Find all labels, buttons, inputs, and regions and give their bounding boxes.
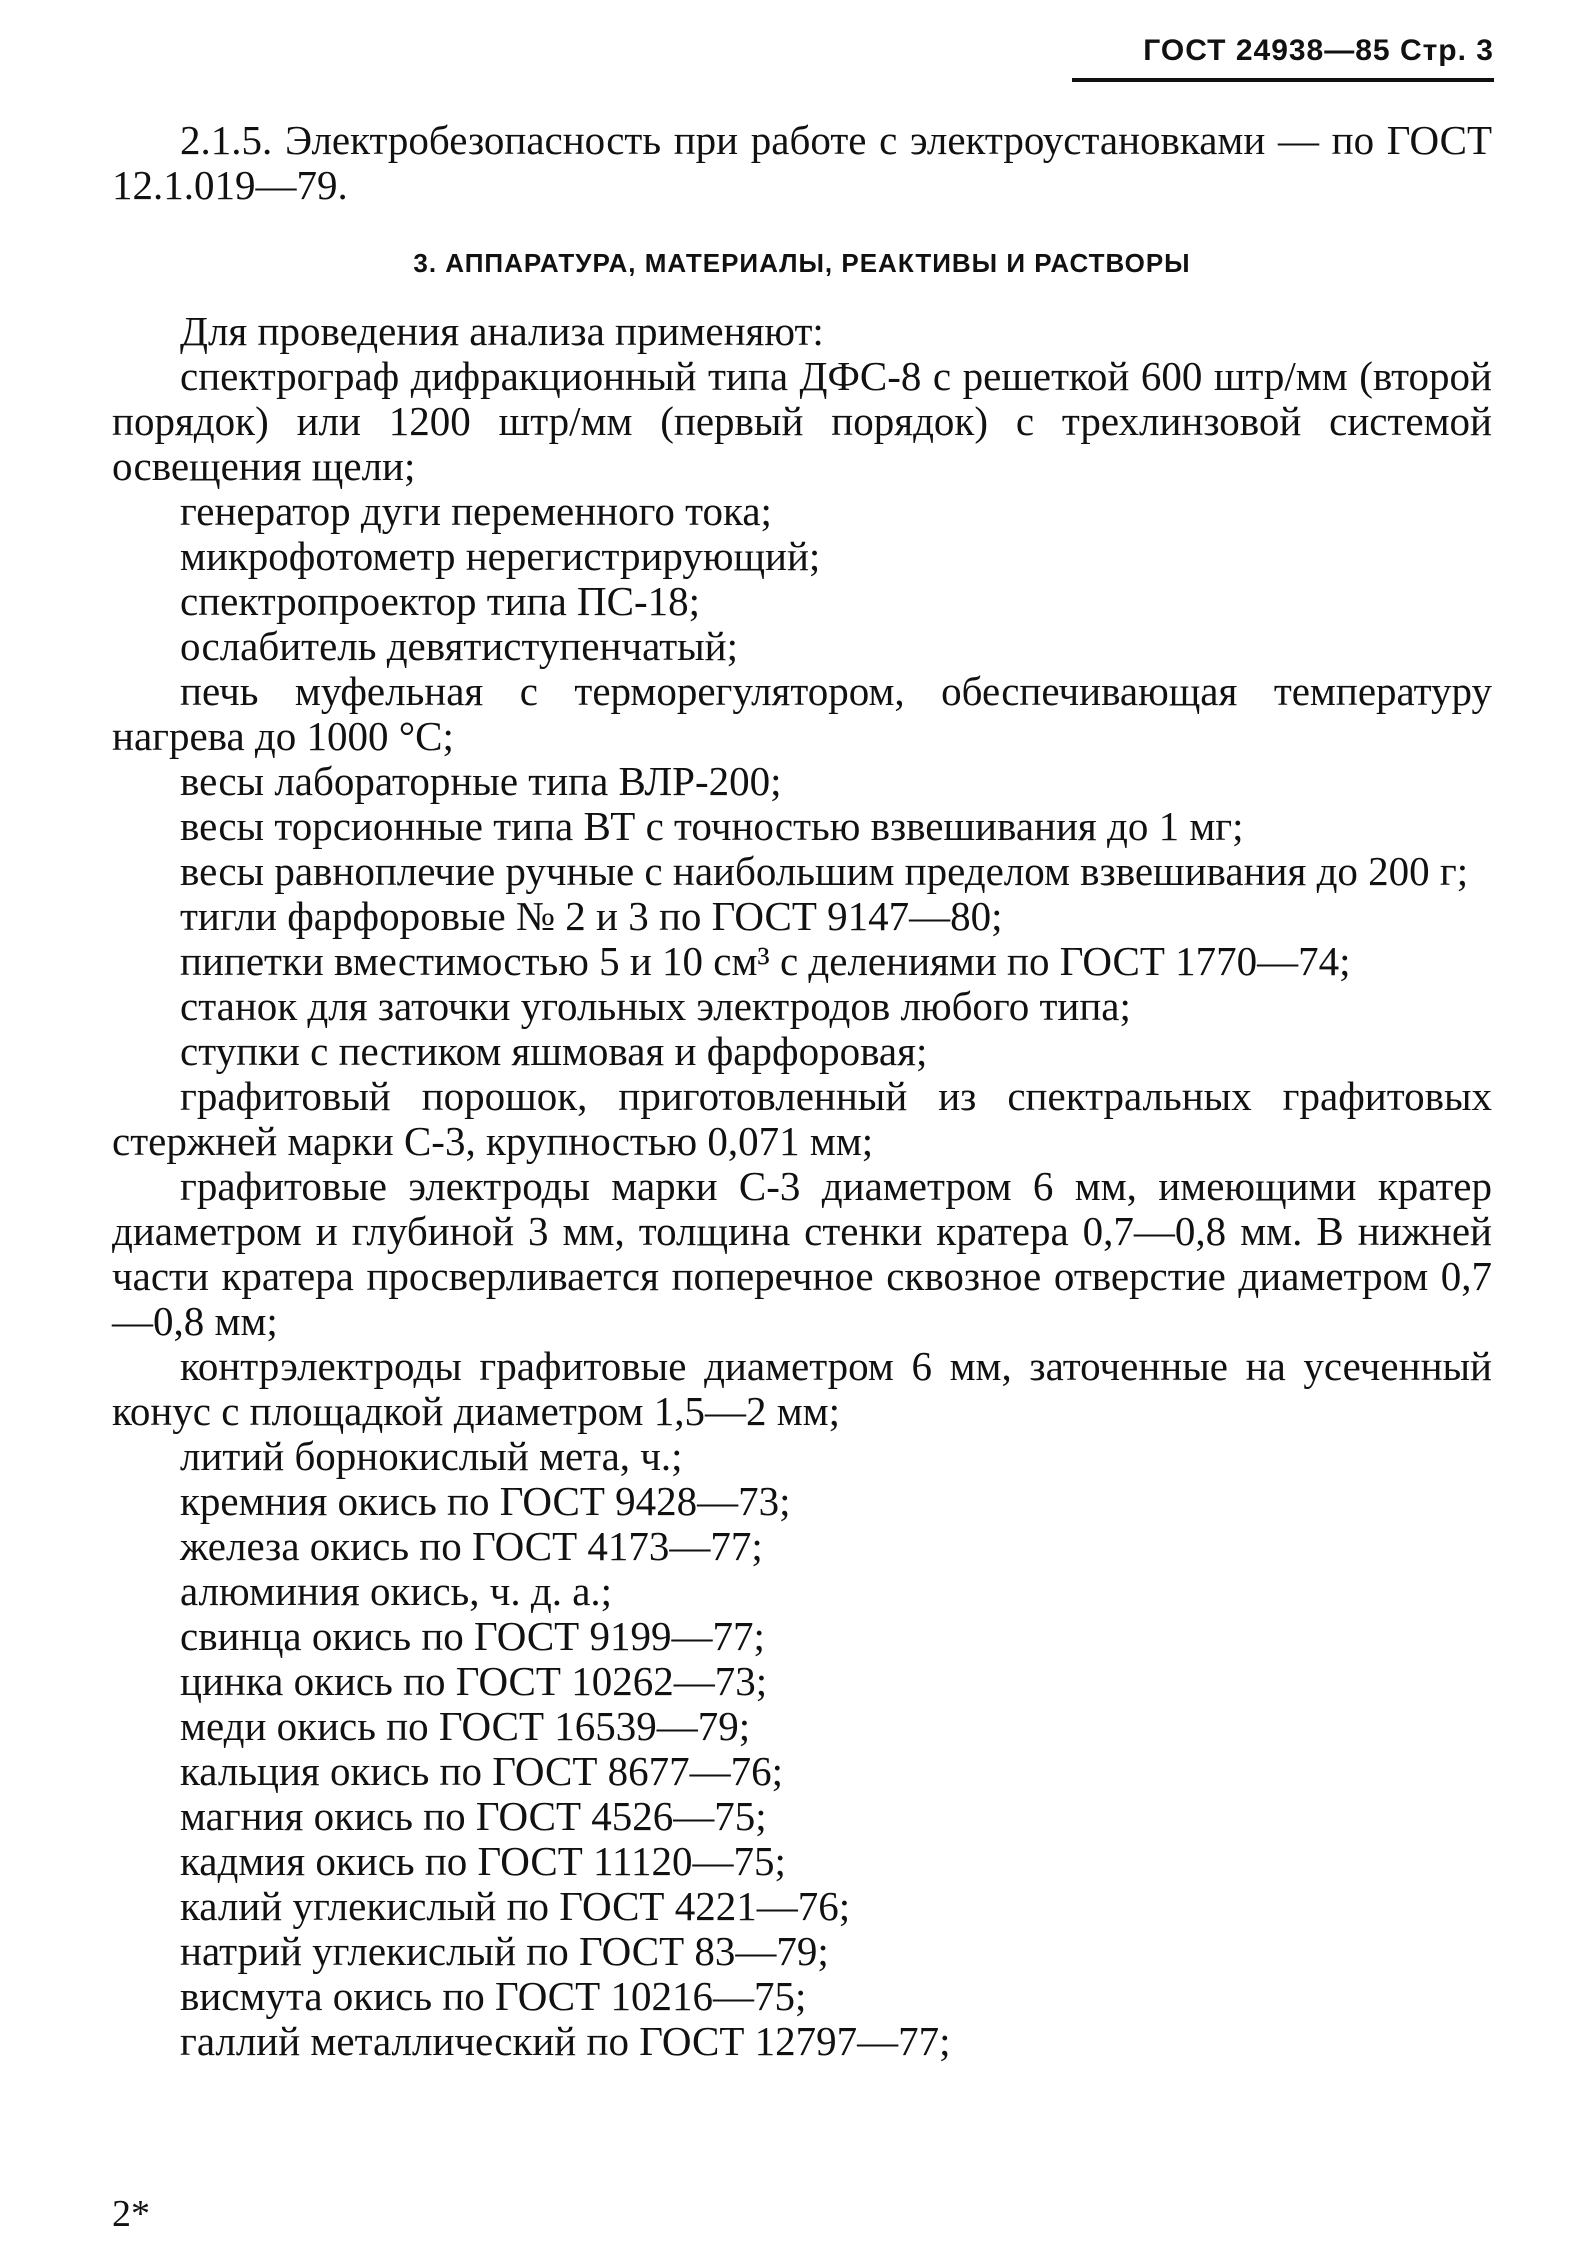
list-item: магния окись по ГОСТ 4526—75; — [180, 1793, 767, 1839]
list-item: микрофотометр нерегистрирующий; — [180, 533, 821, 579]
list-item: станок для заточки угольных электродов любого типа; — [180, 983, 1131, 1029]
list-item: кремния окись по ГОСТ 9428—73; — [180, 1478, 791, 1524]
list-item: кадмия окись по ГОСТ 11120—75; — [180, 1838, 786, 1884]
section-title: 3. АППАРАТУРА, МАТЕРИАЛЫ, РЕАКТИВЫ И РАСТВОРЫ — [413, 248, 1191, 278]
list-item: печь муфельная с терморегулятором, обеспечивающая температуру нагрева до 1000 °С; — [112, 668, 1492, 759]
list-item: галлий металлический по ГОСТ 12797—77; — [180, 2018, 951, 2064]
list-item: графитовые электроды марки С-3 диаметром 6 мм, имеющими кратер диаметром и глубиной 3 мм, толщина стенки кратера 0,7—0,8 мм. В нижней части кратера просверливается поперечное сквозное отверстие диаметром 0,7—0,8 мм; — [112, 1163, 1492, 1344]
list-item: цинка окись по ГОСТ 10262—73; — [180, 1658, 768, 1704]
list-item: весы торсионные типа ВТ с точностью взвешивания до 1 мг; — [180, 803, 1244, 849]
list-item: ступки с пестиком яшмовая и фарфоровая; — [180, 1028, 928, 1074]
list-item: железа окись по ГОСТ 4173—77; — [180, 1523, 763, 1569]
equipment-list — [112, 309, 1492, 2064]
header-rule — [1072, 78, 1494, 82]
list-item: спектропроектор типа ПС-18; — [180, 578, 701, 624]
list-item: меди окись по ГОСТ 16539—79; — [180, 1703, 751, 1749]
list-item: генератор дуги переменного тока; — [180, 488, 772, 534]
list-item: ослабитель девятиступенчатый; — [180, 623, 739, 669]
list-item: тигли фарфоровые № 2 и 3 по ГОСТ 9147—80; — [180, 893, 1003, 939]
list-item: алюминия окись, ч. д. а.; — [180, 1568, 613, 1614]
signature-mark: 2* — [112, 2193, 150, 2235]
list-item: контрэлектроды графитовые диаметром 6 мм, заточенные на усеченный конус с площадкой диаметром 1,5—2 мм; — [112, 1343, 1492, 1434]
list-item: калий углекислый по ГОСТ 4221—76; — [180, 1883, 851, 1929]
list-item: весы равноплечие ручные с наибольшим пределом взвешивания до 200 г; — [180, 848, 1469, 894]
intro-paragraph: 2.1.5. Электробезопасность при работе с электроустановками — по ГОСТ 12.1.019—79. — [112, 117, 1492, 208]
list-item: пипетки вместимостью 5 и 10 см³ с делениями по ГОСТ 1770—74; — [180, 938, 1351, 984]
list-item: литий борнокислый мета, ч.; — [180, 1433, 683, 1479]
list-item: кальция окись по ГОСТ 8677—76; — [180, 1748, 784, 1794]
list-item: спектрограф дифракционный типа ДФС-8 с решеткой 600 штр/мм (второй порядок) или 1200 штр/мм (первый порядок) с трехлинзовой системой освещения щели; — [112, 353, 1492, 489]
list-item: натрий углекислый по ГОСТ 83—79; — [180, 1928, 829, 1974]
list-item: Для проведения анализа применяют: — [180, 308, 824, 354]
page-header: ГОСТ 24938—85 Стр. 3 — [1143, 34, 1494, 67]
list-item: весы лабораторные типа ВЛР-200; — [180, 758, 782, 804]
list-item: свинца окись по ГОСТ 9199—77; — [180, 1613, 765, 1659]
page-body — [112, 118, 1492, 2064]
list-item: висмута окись по ГОСТ 10216—75; — [180, 1973, 807, 2019]
list-item: графитовый порошок, приготовленный из спектральных графитовых стержней марки С-3, крупностью 0,071 мм; — [112, 1073, 1492, 1164]
